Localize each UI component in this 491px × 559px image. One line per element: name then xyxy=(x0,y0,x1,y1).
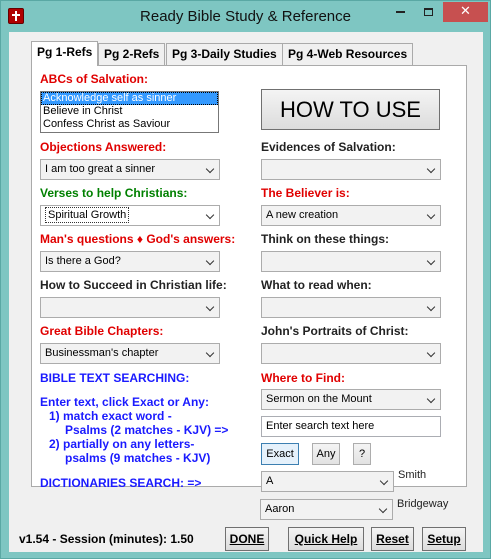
session-status: v1.54 - Session (minutes): 1.50 xyxy=(19,532,194,546)
search-instruction-4: 2) partially on any letters- xyxy=(49,437,195,451)
chevron-down-icon[interactable] xyxy=(423,390,440,409)
where-to-find-value: Sermon on the Mount xyxy=(266,393,372,405)
chevron-down-icon[interactable] xyxy=(376,472,393,491)
reset-button[interactable]: Reset xyxy=(371,527,414,551)
verses-value: Spiritual Growth xyxy=(45,207,129,223)
done-button[interactable]: DONE xyxy=(225,527,269,551)
verses-label: Verses to help Christians: xyxy=(40,186,188,200)
tab-pg2-refs[interactable]: Pg 2-Refs xyxy=(98,43,165,65)
chevron-down-icon[interactable] xyxy=(202,344,219,363)
title-bar[interactable] xyxy=(1,1,490,32)
quick-help-button[interactable]: Quick Help xyxy=(288,527,364,551)
chevron-down-icon[interactable] xyxy=(423,160,440,179)
tab-panel xyxy=(31,65,467,490)
believer-dropdown[interactable] xyxy=(261,205,441,226)
believer-label: The Believer is: xyxy=(261,186,350,200)
succeed-dropdown[interactable] xyxy=(40,297,220,318)
list-item[interactable]: Acknowledge self as sinner xyxy=(41,92,218,105)
search-input[interactable]: Enter search text here xyxy=(261,416,441,437)
search-instruction-5: psalms (9 matches - KJV) xyxy=(65,451,211,465)
portraits-dropdown[interactable] xyxy=(261,343,441,364)
objections-label: Objections Answered: xyxy=(40,140,167,154)
client-area xyxy=(9,32,483,552)
chevron-down-icon[interactable] xyxy=(423,252,440,271)
verses-dropdown[interactable] xyxy=(40,205,220,226)
tab-pg1-refs[interactable]: Pg 1-Refs xyxy=(31,41,98,66)
search-instruction-2: 1) match exact word - xyxy=(49,409,172,423)
minimize-icon xyxy=(396,11,405,13)
close-icon: ✕ xyxy=(460,3,471,18)
search-instruction-1: Enter text, click Exact or Any: xyxy=(40,395,209,409)
maximize-icon xyxy=(424,8,433,16)
chapters-label: Great Bible Chapters: xyxy=(40,324,164,338)
mans-questions-value: Is there a God? xyxy=(45,255,121,267)
where-to-find-dropdown[interactable] xyxy=(261,389,441,410)
dictionary-2-dropdown[interactable] xyxy=(260,499,393,520)
mans-questions-label: Man's questions ♦ God's answers: xyxy=(40,232,236,246)
abcs-listbox[interactable] xyxy=(40,91,219,133)
chevron-down-icon[interactable] xyxy=(423,206,440,225)
dictionaries-label: DICTIONARIES SEARCH: => xyxy=(40,476,202,490)
help-question-button[interactable]: ? xyxy=(353,443,371,465)
abcs-label: ABCs of Salvation: xyxy=(40,72,149,86)
succeed-label: How to Succeed in Christian life: xyxy=(40,278,227,292)
read-when-dropdown[interactable] xyxy=(261,297,441,318)
chevron-down-icon[interactable] xyxy=(202,206,219,225)
bible-search-label: BIBLE TEXT SEARCHING: xyxy=(40,371,190,385)
believer-value: A new creation xyxy=(266,209,339,221)
think-dropdown[interactable] xyxy=(261,251,441,272)
where-to-find-label: Where to Find: xyxy=(261,371,345,385)
dictionary-1-dropdown[interactable] xyxy=(261,471,394,492)
think-label: Think on these things: xyxy=(261,232,389,246)
chevron-down-icon[interactable] xyxy=(375,500,392,519)
read-when-label: What to read when: xyxy=(261,278,372,292)
any-button[interactable]: Any xyxy=(312,443,340,465)
tab-pg4-web-resources[interactable]: Pg 4-Web Resources xyxy=(282,43,413,65)
dictionary-1-name: Smith xyxy=(398,469,427,481)
chevron-down-icon[interactable] xyxy=(202,298,219,317)
objections-dropdown[interactable] xyxy=(40,159,220,180)
mans-questions-dropdown[interactable] xyxy=(40,251,220,272)
close-button[interactable] xyxy=(443,2,488,22)
maximize-button[interactable] xyxy=(415,2,441,22)
how-to-use-button[interactable]: HOW TO USE xyxy=(261,89,440,130)
exact-button[interactable]: Exact xyxy=(261,443,299,465)
chevron-down-icon[interactable] xyxy=(423,344,440,363)
evidences-label: Evidences of Salvation: xyxy=(261,140,396,154)
search-instruction-3: Psalms (2 matches - KJV) => xyxy=(65,423,229,437)
list-item[interactable]: Confess Christ as Saviour xyxy=(43,118,171,130)
list-item[interactable]: Believe in Christ xyxy=(43,105,123,117)
dictionary-1-value: A xyxy=(266,475,274,487)
dictionary-2-value: Aaron xyxy=(265,503,295,515)
chevron-down-icon[interactable] xyxy=(202,252,219,271)
chapters-value: Businessman's chapter xyxy=(45,347,159,359)
objections-value: I am too great a sinner xyxy=(45,163,156,175)
evidences-dropdown[interactable] xyxy=(261,159,441,180)
portraits-label: John's Portraits of Christ: xyxy=(261,324,409,338)
window-title: Ready Bible Study & Reference xyxy=(140,8,351,25)
chevron-down-icon[interactable] xyxy=(202,160,219,179)
chapters-dropdown[interactable] xyxy=(40,343,220,364)
dictionary-2-name: Bridgeway xyxy=(397,498,449,510)
minimize-button[interactable] xyxy=(387,2,413,22)
tab-pg3-daily-studies[interactable]: Pg 3-Daily Studies xyxy=(166,43,283,65)
setup-button[interactable]: Setup xyxy=(422,527,466,551)
chevron-down-icon[interactable] xyxy=(423,298,440,317)
